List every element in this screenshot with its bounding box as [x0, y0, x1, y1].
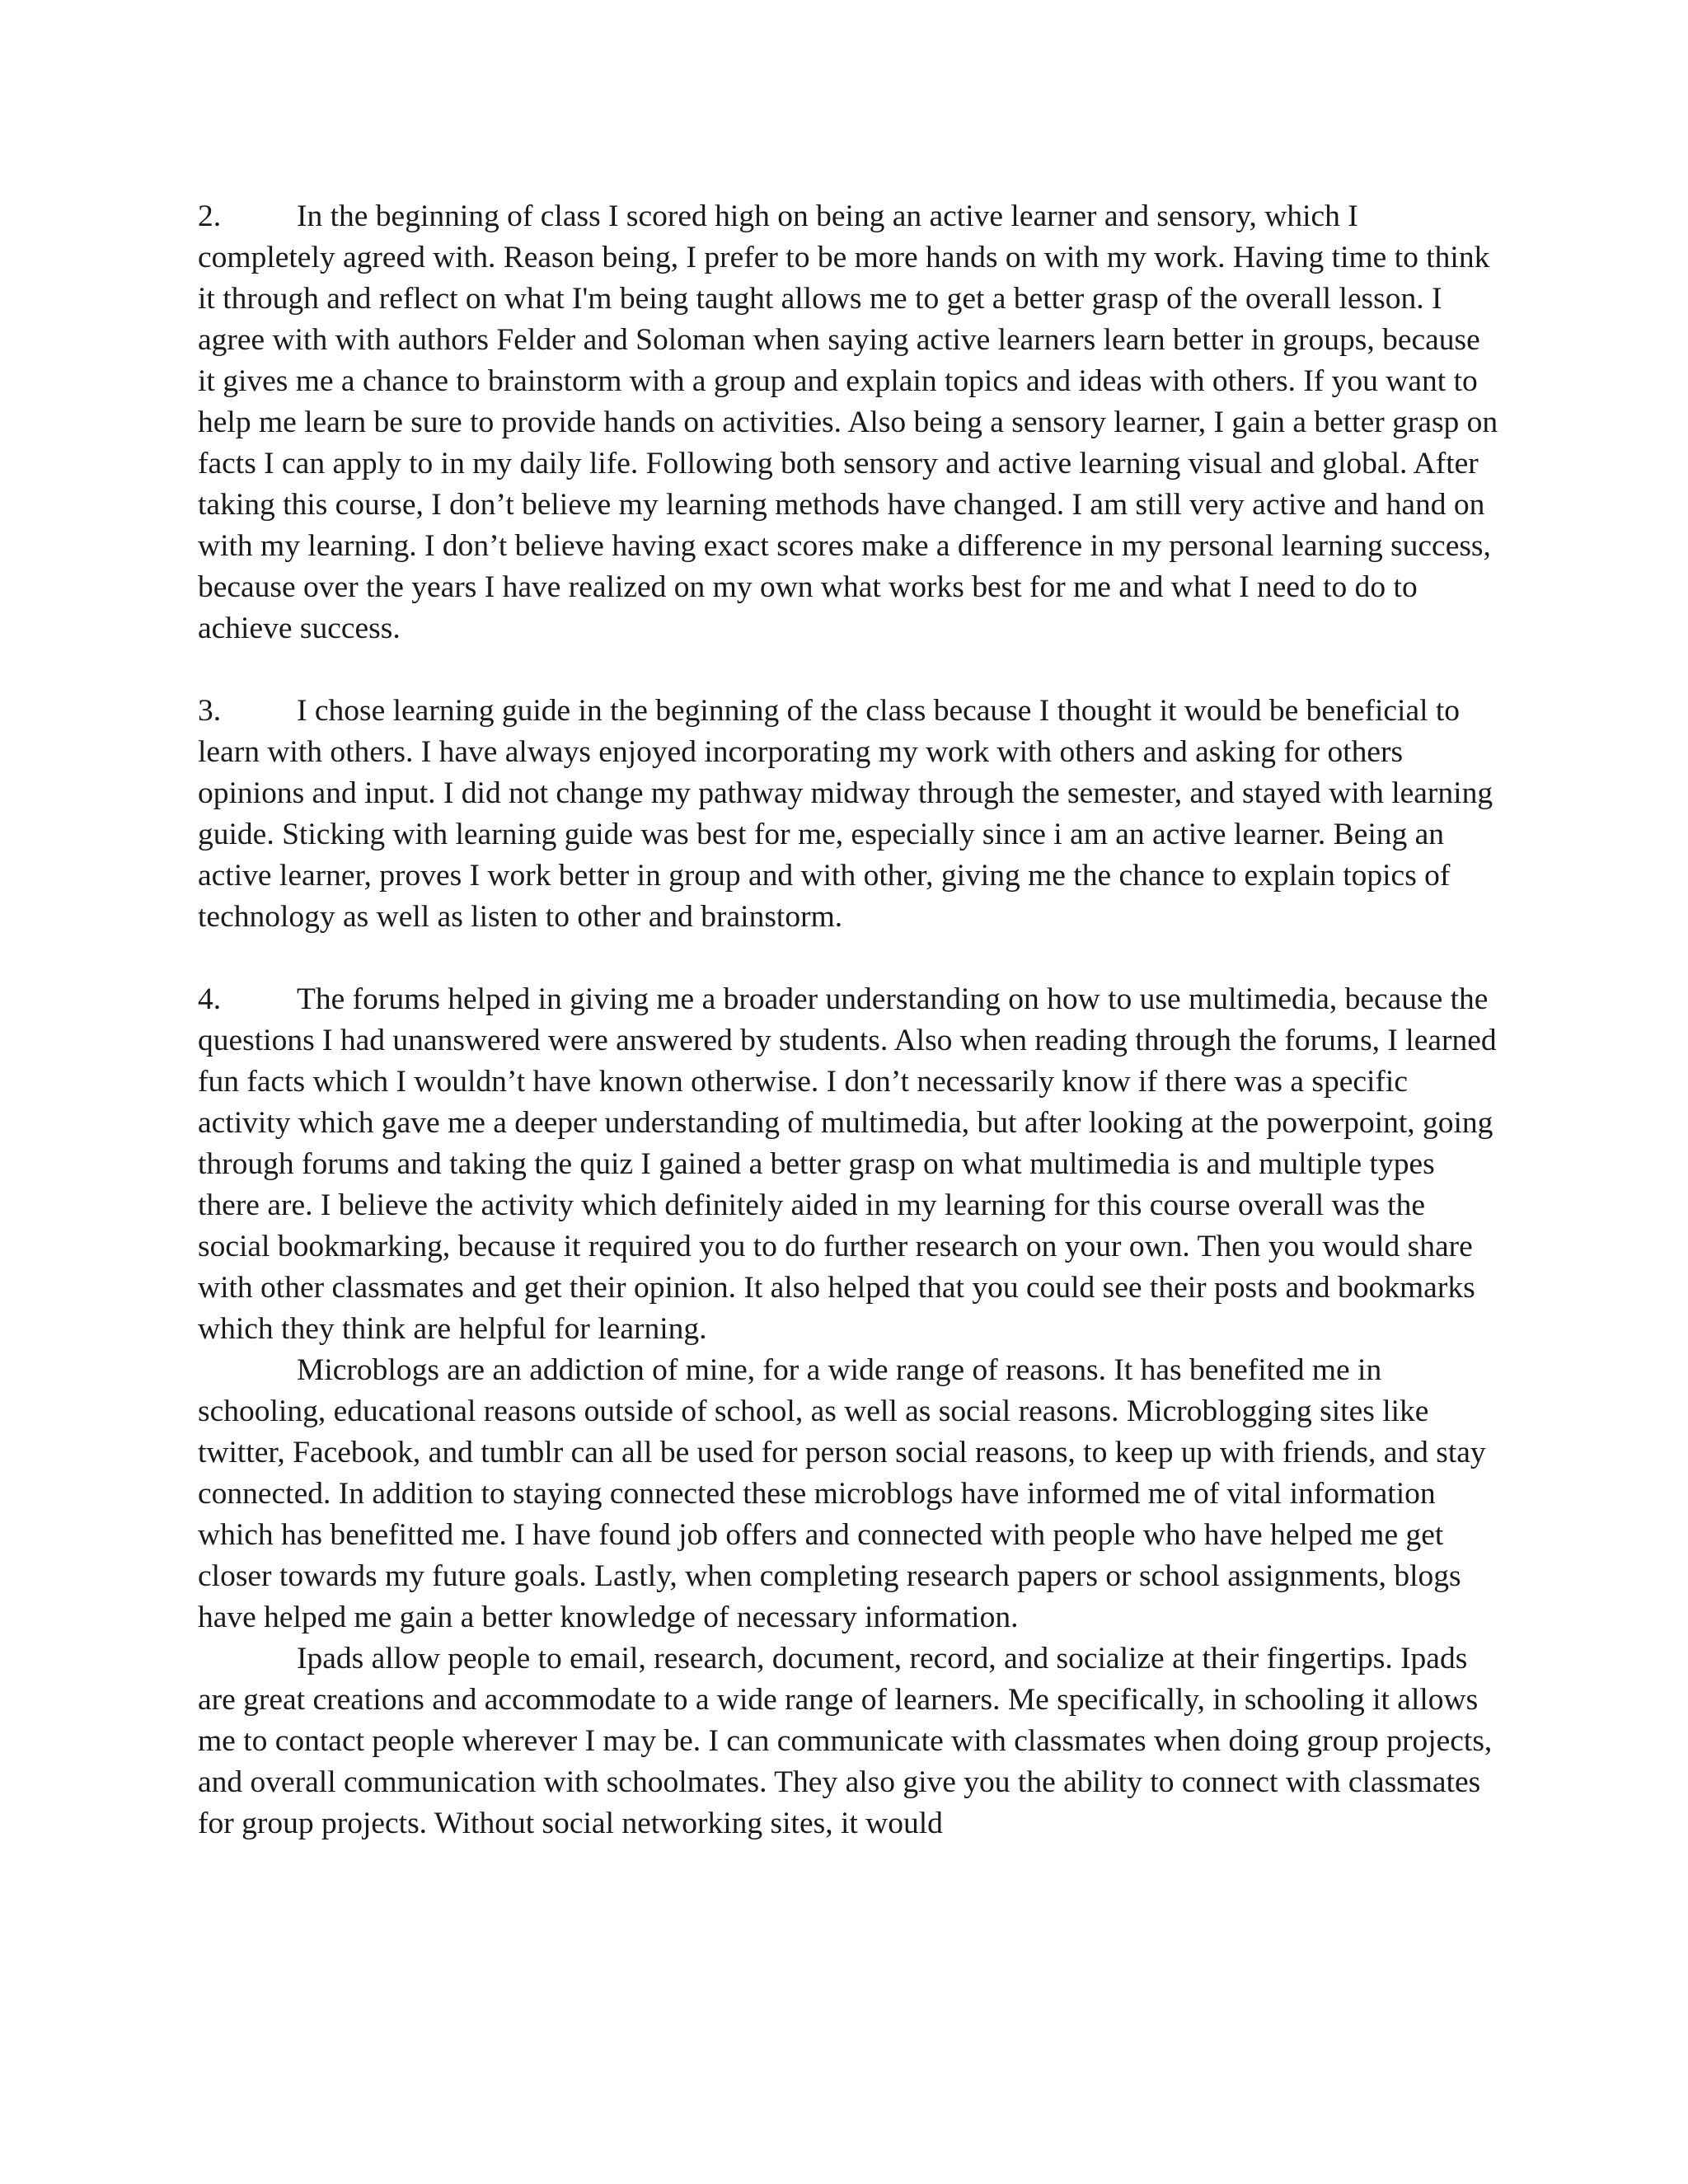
paragraph-text: I chose learning guide in the beginning of the class because I thought it would be beneficial to learn with others. I have always enjoyed incorporating my work with others and asking for others opinions and input. I did not change my pathway midway through the semester, and stayed with learning guide. Sticking with learning guide was best for me, especially since i am an active learner. Being an active learner, proves I work better in group and with other, giving me the chance to explain topics of technology as well as listen to other and brainstorm. — [198, 694, 1493, 934]
paragraph-3 — [198, 691, 1500, 938]
paragraph-2 — [198, 196, 1500, 649]
paragraph-text: The forums helped in giving me a broader understanding on how to use multimedia, because the questions I had unanswered were answered by students. Also when reading through the forums, I learned fun facts which I wouldn’t have known otherwise. I don’t necessarily know if there was a specific activity which gave me a deeper understanding of multimedia, but after looking at the powerpoint, going through forums and taking the quiz I gained a better grasp on what multimedia is and multiple types there are. I believe the activity which definitely aided in my learning for this course overall was the social bookmarking, because it required you to do further research on your own. Then you would share with other classmates and get their opinion. It also helped that you could see their posts and bookmarks which they think are helpful for learning. — [198, 982, 1497, 1346]
paragraph-number: 2. — [198, 199, 222, 233]
paragraph-spacer — [198, 938, 1500, 979]
paragraph-number: 3. — [198, 694, 222, 728]
paragraph-ipads — [198, 1638, 1500, 1844]
paragraph-number: 4. — [198, 982, 222, 1016]
paragraph-4 — [198, 979, 1500, 1350]
document-body — [198, 196, 1500, 1844]
paragraph-microblogs — [198, 1350, 1500, 1638]
paragraph-text: Ipads allow people to email, research, document, record, and socialize at their fingertips. Ipads are great creations and accommodate to a wide range of learners. Me specifically, in schooling it allows me to contact people wherever I may be. I can communicate with classmates when doing group projects, and overall communication with schoolmates. They also give you the ability to connect with classmates for group projects. Without social networking sites, it would — [198, 1642, 1493, 1840]
paragraph-text: Microblogs are an addiction of mine, for a wide range of reasons. It has benefited me in schooling, educational reasons outside of school, as well as social reasons. Microblogging sites like twitter, Facebook, and tumblr can all be used for person social reasons, to keep up with friends, and stay connected. In addition to staying connected these microblogs have informed me of vital information which has benefitted me. I have found job offers and connected with people who have helped me get closer towards my future goals. Lastly, when completing research papers or school assignments, blogs have helped me gain a better knowledge of necessary information. — [198, 1353, 1486, 1634]
paragraph-text: In the beginning of class I scored high on being an active learner and sensory, which I completely agreed with. Reason being, I prefer to be more hands on with my work. Having time to think it through and reflect on what I'm being taught allows me to get a better grasp of the overall lesson. I agree with with authors Felder and Soloman when saying active learners learn better in groups, because it gives me a chance to brainstorm with a group and explain topics and ideas with others. If you want to help me learn be sure to provide hands on activities. Also being a sensory learner, I gain a better grasp on facts I can apply to in my daily life. Following both sensory and active learning visual and global. After taking this course, I don’t believe my learning methods have changed. I am still very active and hand on with my learning. I don’t believe having exact scores make a difference in my personal learning success, because over the years I have realized on my own what works best for me and what I need to do to achieve success. — [198, 199, 1498, 645]
paragraph-spacer — [198, 649, 1500, 691]
